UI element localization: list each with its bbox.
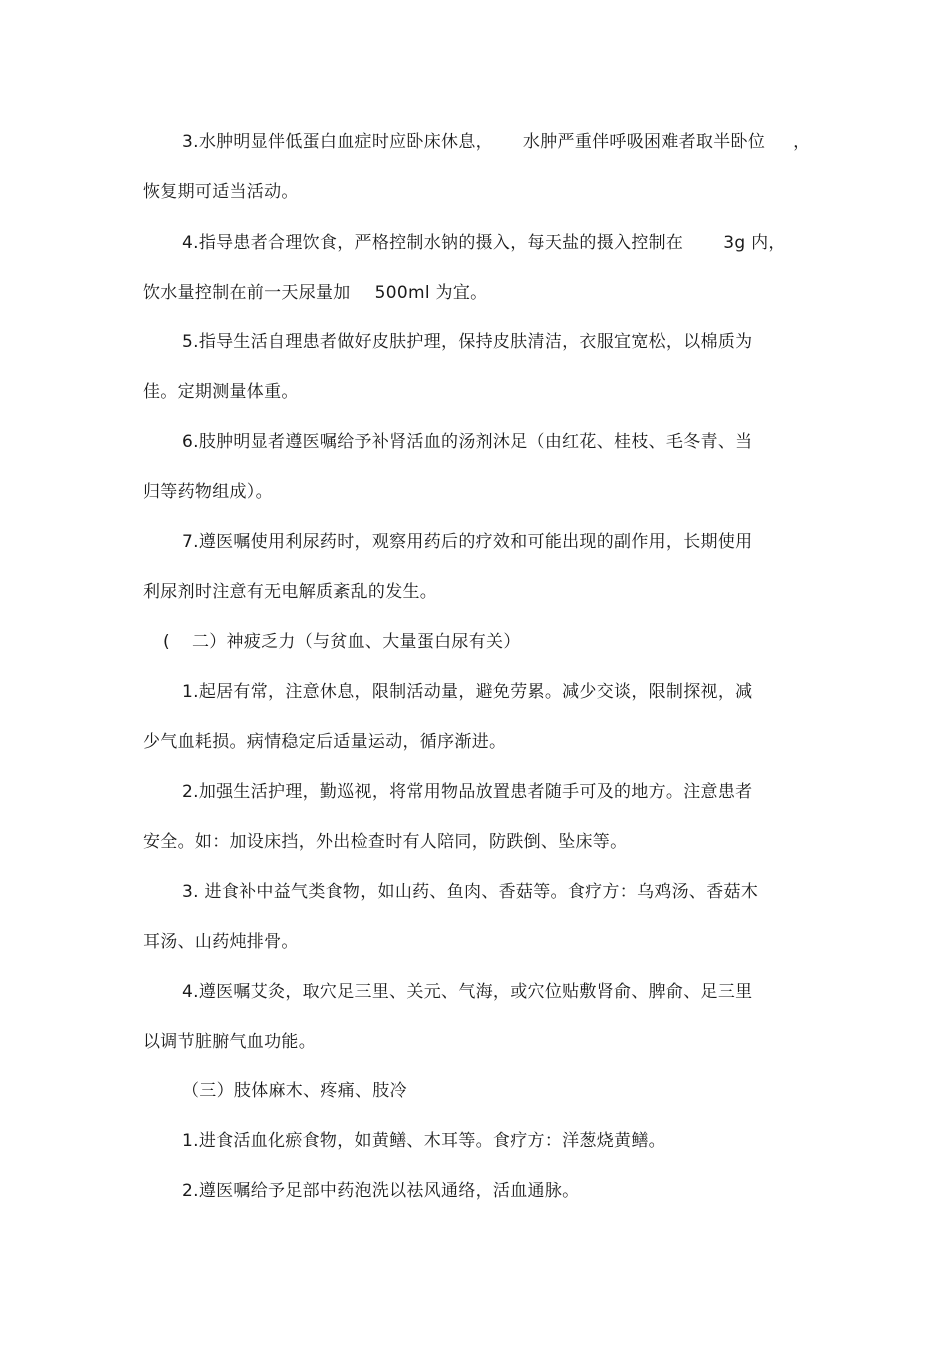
text-segment: 500ml 为宜。 <box>374 283 488 303</box>
text-line-10 <box>143 582 437 602</box>
text-line-9 <box>182 532 752 552</box>
text-line-22 <box>182 1181 579 1201</box>
text-segment: 2.遵医嘱给予足部中药泡洗以祛风通络，活血通脉。 <box>182 1181 580 1201</box>
text-segment: 安全。如：加设床挡，外出检查时有人陪同，防跌倒、坠床等。 <box>143 832 628 852</box>
text-line-16 <box>182 882 758 902</box>
text-segment: 7.遵医嘱使用利尿药时，观察用药后的疗效和可能出现的副作用，长期使用 <box>182 532 753 552</box>
text-segment: 归等药物组成）。 <box>143 482 273 502</box>
text-segment: （三）肢体麻木、疼痛、肢冷 <box>182 1081 407 1101</box>
text-line-7 <box>182 432 752 452</box>
text-segment: ( <box>163 632 170 652</box>
text-line-1 <box>182 132 810 152</box>
section-heading-3 <box>182 1081 407 1101</box>
text-segment: 耳汤、山药炖排骨。 <box>143 932 299 952</box>
text-segment: 少气血耗损。病情稳定后适量运动，循序渐进。 <box>143 732 507 752</box>
text-segment: 水肿严重伴呼吸困难者取半卧位 <box>522 132 766 152</box>
text-line-14 <box>182 782 752 802</box>
text-segment: 2.加强生活护理，勤巡视，将常用物品放置患者随手可及的地方。注意患者 <box>182 782 753 802</box>
text-segment: ， <box>793 132 811 152</box>
text-segment: 4.遵医嘱艾灸，取穴足三里、关元、气海，或穴位贴敷肾俞、脾俞、足三里 <box>182 982 753 1002</box>
text-segment: 1.进食活血化瘀食物，如黄鳝、木耳等。食疗方：洋葱烧黄鳝。 <box>182 1131 666 1151</box>
text-line-2 <box>143 182 299 202</box>
text-line-8 <box>143 482 273 502</box>
text-segment: 1.起居有常，注意休息，限制活动量，避免劳累。减少交谈，限制探视，减 <box>182 682 753 702</box>
text-segment: 利尿剂时注意有无电解质紊乱的发生。 <box>143 582 438 602</box>
text-line-3 <box>182 233 786 253</box>
text-line-18 <box>182 982 752 1002</box>
text-segment: 二）神疲乏力（与贫血、大量蛋白尿有关） <box>191 632 521 652</box>
text-segment: 3g 内， <box>723 233 786 253</box>
text-segment: 佳。定期测量体重。 <box>143 382 299 402</box>
text-line-17 <box>143 932 299 952</box>
text-line-4 <box>143 283 487 303</box>
text-segment: 5.指导生活自理患者做好皮肤护理，保持皮肤清洁，衣服宜宽松，以棉质为 <box>182 332 753 352</box>
text-line-19 <box>143 1032 316 1052</box>
text-segment: 以调节脏腑气血功能。 <box>143 1032 316 1052</box>
text-segment: 4.指导患者合理饮食，严格控制水钠的摄入，每天盐的摄入控制在 <box>182 233 684 253</box>
text-line-21 <box>182 1131 666 1151</box>
text-segment: 6.肢肿明显者遵医嘱给予补肾活血的汤剂沐足（由红花、桂枝、毛冬青、当 <box>182 432 753 452</box>
text-segment: 饮水量控制在前一天尿量加 <box>143 283 351 303</box>
text-segment: 3.水肿明显伴低蛋白血症时应卧床休息， <box>182 132 493 152</box>
text-line-5 <box>182 332 752 352</box>
text-line-12 <box>182 682 752 702</box>
text-line-6 <box>143 382 299 402</box>
text-line-13 <box>143 732 506 752</box>
text-line-15 <box>143 832 627 852</box>
text-segment: 3. 进食补中益气类食物，如山药、鱼肉、香菇等。食疗方：乌鸡汤、香菇木 <box>182 882 759 902</box>
section-heading-2 <box>163 632 521 652</box>
text-segment: 恢复期可适当活动。 <box>143 182 299 202</box>
